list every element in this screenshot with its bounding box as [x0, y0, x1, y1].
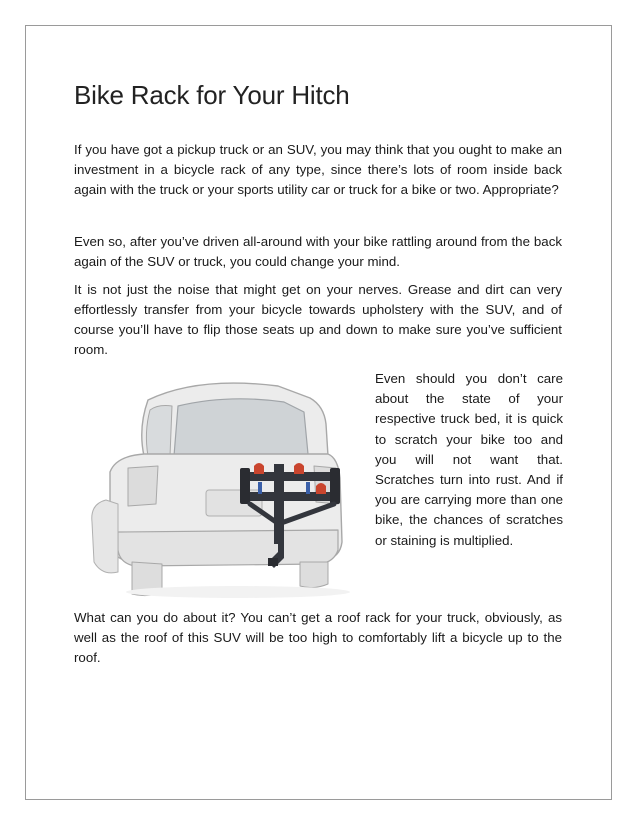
rack-strap-2 [306, 482, 310, 494]
paragraph-grease-dirt: It is not just the noise that might get on your nerves. Grease and dirt can very effortlessly transfer from your bicycle towards upholstery with the SUV, and of course you’ll have to flip those seats up and down to make sure you’ve sufficient room. [74, 282, 562, 357]
suv-bumper [118, 530, 338, 566]
suv-tail-light-left [128, 466, 158, 506]
suv-side-window [146, 406, 172, 457]
suv-rear-window [174, 399, 308, 456]
paragraph-roof-rack: What can you do about it? You can’t get a roof rack for your truck, obviously, as well as the roof of this SUV will be too high to comfortably lift a bicycle up to the roof. [74, 610, 562, 665]
rack-cradle-3 [316, 483, 326, 494]
suv-rear-illustration [92, 383, 350, 598]
rack-strap-1 [258, 482, 262, 494]
suv-wheel [92, 500, 118, 573]
document-title: Bike Rack for Your Hitch [74, 80, 350, 110]
suv-bike-rack-image [88, 372, 358, 600]
paragraph-change-mind: Even so, after you’ve driven all-around with your bike rattling around from the back again of the SUV or truck, you could change your mind. [74, 234, 562, 269]
paragraph-intro: If you have got a pickup truck or an SUV, you may think that you ought to make an investment in a bicycle rack of any type, since there’s lots of room inside back again with the truck or your sports utility car or truck for a bike or two. Appropriate? [74, 142, 562, 197]
rack-cradle-2 [294, 463, 304, 474]
rack-cradle-1 [254, 463, 264, 474]
paragraph-truck-bed: Even should you don’t care about the state of your respective truck bed, it is quick to scratch your bike too and you will not want that. Scratches turn into rust. And if you are carrying more than one bike, the chances of scratches or staining is multiplied. [375, 371, 563, 548]
suv-tire-right [300, 562, 328, 588]
